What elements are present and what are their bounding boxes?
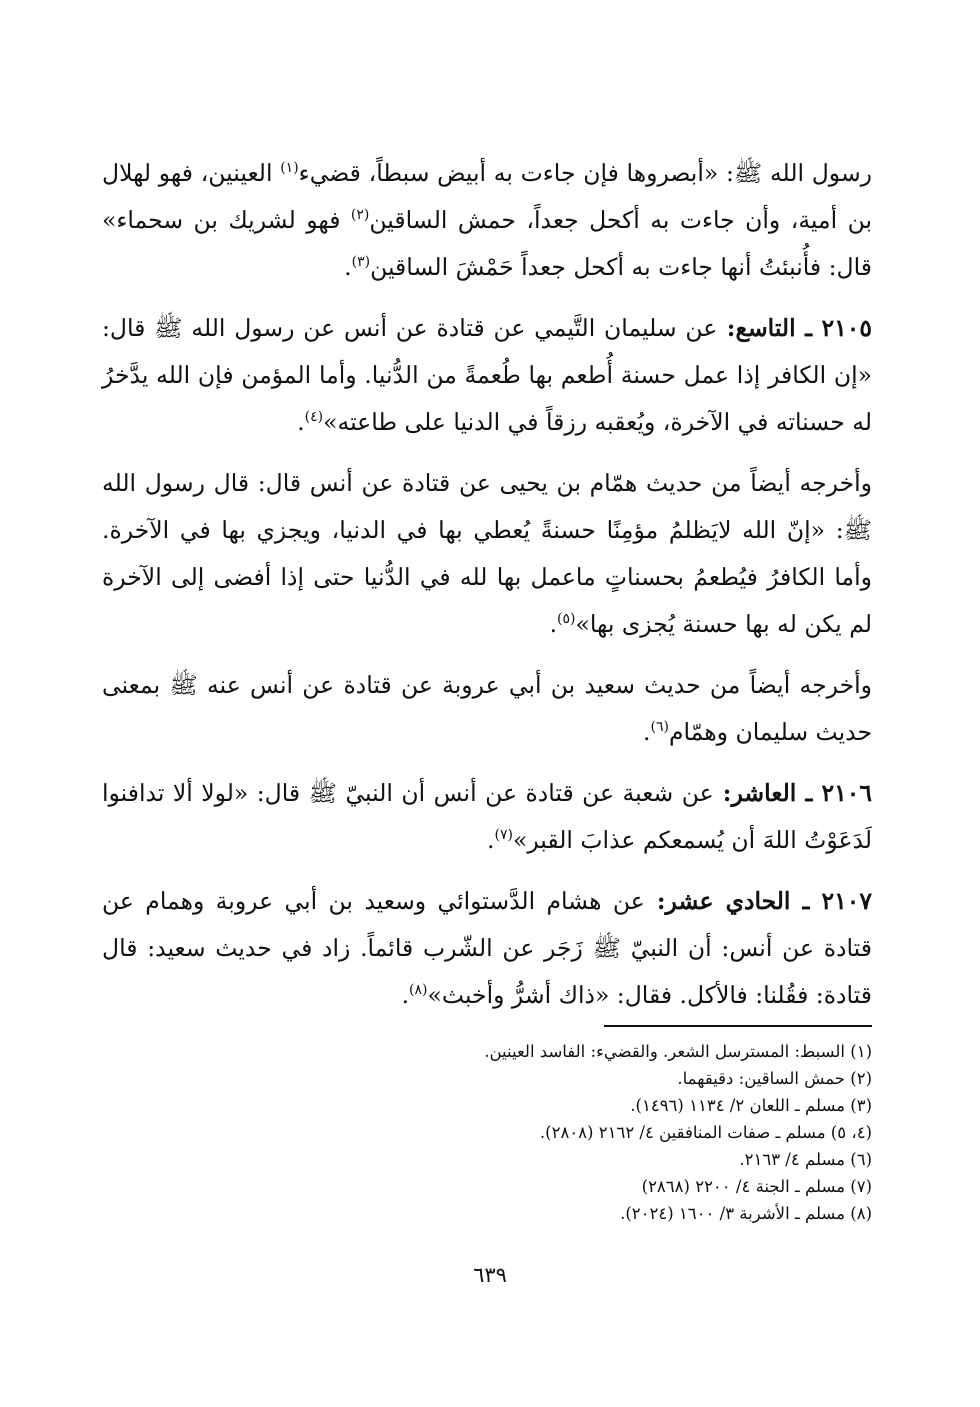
paragraph-text: .	[401, 981, 410, 1009]
paragraph-text: عن سليمان التَّيمي عن قتادة عن أنس عن رسول الله ﷺ قال: «إن الكافر إذا عمل حسنة أُطعم بها طُعمةً من الدُّنيا. وأما المؤمن فإن الله يدَّخرُ له حسناته في الآخرة، ويُعقبه رزقاً في الدنيا على طاعته»	[102, 314, 872, 436]
paragraph-text: فهو لشريك بن سحماء» قال: فأُنبئتُ أنها جاءت به أكحل جعداً حَمْشَ الساقين	[102, 206, 872, 281]
footnote-ref[interactable]: (٣)	[351, 254, 371, 271]
page-number: ٦٣٩	[473, 1263, 507, 1287]
hadith-2105	[102, 305, 872, 446]
footnote-divider	[604, 1025, 872, 1027]
paragraph-text: .	[297, 408, 305, 436]
hadith-number: ٢١٠٧	[821, 887, 873, 915]
hadith-label: ـ التاسع:	[717, 314, 822, 342]
hadith-2107	[102, 878, 872, 1019]
paragraph-hammam	[102, 460, 872, 648]
footnote-ref[interactable]: (٧)	[494, 827, 513, 844]
hadith-2106	[102, 770, 872, 864]
hadith-number: ٢١٠٥	[821, 314, 873, 342]
paragraph-text: .	[549, 610, 558, 638]
footnote-ref[interactable]: (٨)	[409, 982, 428, 999]
paragraph-text: رسول الله ﷺ: «أبصروها فإن جاءت به أبيض سبطاً، قضيء	[298, 159, 872, 187]
footnote: (٤، ٥) مسلم ـ صفات المنافقين ٤/ ٢١٦٢ (٢٨٠٨).	[539, 1123, 872, 1142]
footnote-ref[interactable]: (٥)	[557, 611, 576, 628]
hadith-number: ٢١٠٦	[821, 779, 873, 807]
paragraph-text: وأخرجه أيضاً من حديث همّام بن يحيى عن قتادة عن أنس قال: قال رسول الله ﷺ: «إنّ الله لايَظلمُ مؤمِنًا حسنةً يُعطي بها في الدنيا، ويجزي بها في الآخرة. وأما الكافرُ فيُطعمُ بحسناتٍ ماعمل بها لله في الدُّنيا حتى إذا أفضى إلى الآخرة لم يكن له بها حسنة يُجزى بها»	[102, 469, 872, 638]
footnote: (٧) مسلم ـ الجنة ٤/ ٢٢٠٠ (٢٨٦٨)	[641, 1177, 872, 1196]
footnote-ref[interactable]: (١)	[280, 160, 299, 177]
footnote: (٦) مسلم ٤/ ٢١٦٣.	[739, 1150, 872, 1169]
footnote-ref[interactable]: (٦)	[650, 719, 669, 736]
footnote-ref[interactable]: (٤)	[304, 409, 324, 426]
paragraph-text: .	[344, 253, 352, 281]
footnote: (٢) حمش الساقين: دقيقهما.	[677, 1069, 872, 1088]
paragraph-saeed	[102, 662, 872, 756]
main-text	[102, 150, 872, 1033]
footnote: (٣) مسلم ـ اللعان ٢/ ١١٣٤ (١٤٩٦).	[630, 1096, 872, 1115]
footnote-ref[interactable]: (٢)	[350, 207, 370, 224]
footnote: (١) السبط: المسترسل الشعر. والقضيء: الفاسد العينين.	[484, 1042, 872, 1061]
paragraph-text: .	[486, 826, 495, 854]
paragraph-text: عن شعبة عن قتادة عن أنس أن النبيّ ﷺ قال: «لولا ألا تدافنوا لَدَعَوْتُ اللهَ أن يُسمعكم عذابَ القبر»	[102, 779, 872, 854]
paragraph-continuation	[102, 150, 872, 291]
hadith-label: ـ الحادي عشر:	[644, 887, 822, 915]
paragraph-text: العينين، فهو لهلال بن أمية، وأن جاءت به أكحل جعداً، حمش الساقين	[102, 159, 872, 234]
hadith-label: ـ العاشر:	[713, 779, 822, 807]
footnotes-section	[112, 1038, 872, 1227]
paragraph-text: .	[643, 718, 651, 746]
paragraph-text: عن هشام الدَّستوائي وسعيد بن أبي عروبة وهمام عن قتادة عن أنس: أن النبيّ ﷺ زَجَر عن الشّرب قائماً. زاد في حديث سعيد: قال قتادة: فقُلنا: فالأكل. فقال: «ذاك أشرُّ وأخبث»	[102, 887, 872, 1009]
paragraph-text: وأخرجه أيضاً من حديث سعيد بن أبي عروبة عن قتادة عن أنس عنه ﷺ بمعنى حديث سليمان وهمّام	[102, 671, 872, 746]
footnote: (٨) مسلم ـ الأشربة ٣/ ١٦٠٠ (٢٠٢٤).	[620, 1204, 872, 1223]
